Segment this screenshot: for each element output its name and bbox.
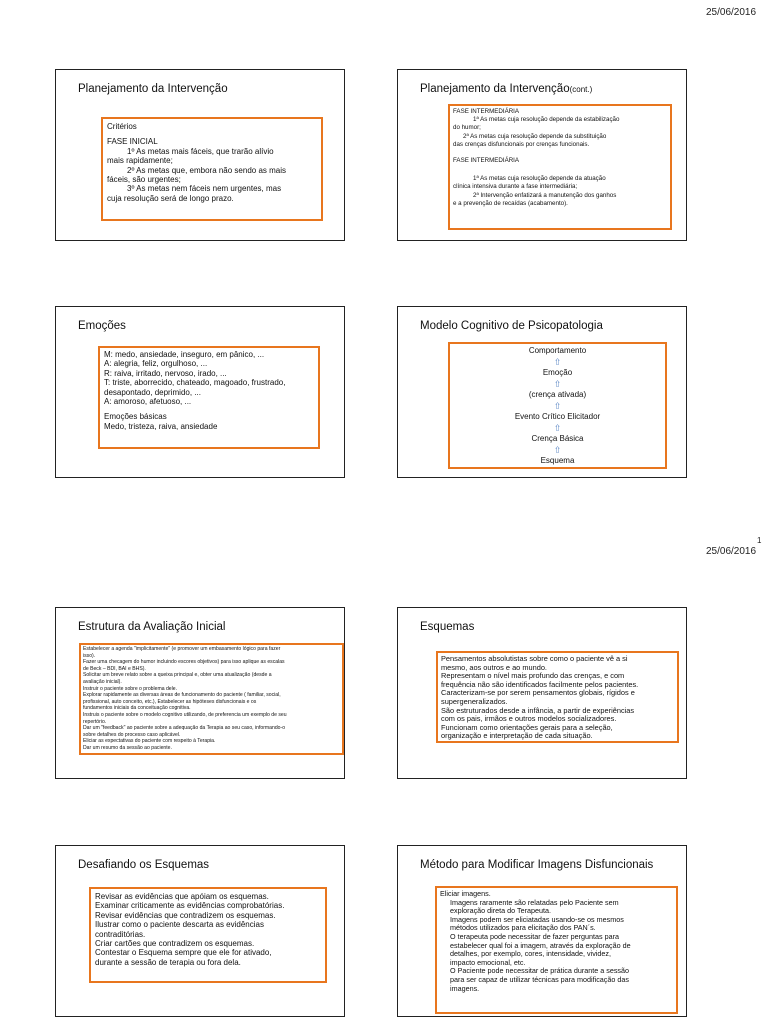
text-line: São estruturados desde a infância, a partir de experiências xyxy=(441,705,635,715)
flow-step-esquema: Esquema xyxy=(540,456,575,465)
text-line: fundamentos iniciais da conceituação cognitiva. xyxy=(83,705,191,712)
text-line: de Beck – BDI, BAI e BHS). xyxy=(83,665,146,672)
text-line: 1ª As metas cuja resolução depende da atuação xyxy=(473,175,606,183)
text-line: Examinar criticamente as evidências comprobatórias. xyxy=(95,901,285,911)
text-line: supergeneralizados. xyxy=(441,696,508,706)
up-arrow-icon: ⇧ xyxy=(553,401,562,411)
flow-diagram xyxy=(448,342,667,469)
text-line: Ilustrar como o paciente descarta as evidências xyxy=(95,920,264,930)
slide-desafiando-esquemas xyxy=(55,845,345,1017)
slide-modelo-cognitivo xyxy=(397,306,687,478)
text-line: mais rapidamente; xyxy=(107,156,173,166)
text-line: Eliciar imagens. xyxy=(440,889,491,898)
text-line: avaliação inicial). xyxy=(83,678,122,685)
text-line: Pensamentos absolutistas sobre como o paciente vê a si xyxy=(441,654,628,663)
text-line: Instruis o paciente sobre o modelo cognitivo utilizando, de preferencia um exemplo de seu xyxy=(83,711,287,718)
page-date: 25/06/2016 xyxy=(706,7,757,18)
text-line: profissional, auto conceito, etc.), Estabelecer as hipóteses disfuncionais e os xyxy=(83,698,257,705)
text-line: Revisar evidências que contradizem os esquemas. xyxy=(95,910,276,920)
text-line: FASE INICIAL xyxy=(107,137,158,147)
text-line: exploração direta do Terapeuta. xyxy=(450,906,551,916)
text-line: Dar um "feedback" ao paciente sobre a adequação da Terapia ao seu caso, informando-o xyxy=(83,725,286,732)
text-line: do humor; xyxy=(453,124,481,132)
slide-estrutura-avaliacao xyxy=(55,607,345,779)
text-line: frequência não são identificados facilmente pelos pacientes. xyxy=(441,679,639,689)
content-box xyxy=(448,104,672,230)
text-line: Caracterizam-se por serem pensamentos globais, rígidos e xyxy=(441,688,635,698)
text-line: detalhes, por exemplo, cores, intensidade, vividez, xyxy=(450,949,612,959)
text-line: estabelecer qual foi a imagem, através da exploração de xyxy=(450,940,631,950)
text-line: Representam o nível mais profundo das crenças, e com xyxy=(441,671,625,681)
flow-step-comportamento: Comportamento xyxy=(528,346,587,355)
up-arrow-icon: ⇧ xyxy=(553,379,562,389)
text-line: Emoções básicas xyxy=(104,412,167,422)
text-line: para ser capaz de utilizar técnicas para modificação das xyxy=(450,974,629,984)
text-line: das crenças disfuncionais por crenças funcionais. xyxy=(453,140,590,148)
text-line: 2ª As metas cuja resolução depende da substituição xyxy=(463,132,607,140)
text-line: A: alegria, feliz, orgulhoso, ... xyxy=(104,359,208,369)
text-line: mesmo, aos outros e ao mundo. xyxy=(441,662,547,672)
flow-step-evento: Evento Crítico Elicitador xyxy=(514,412,601,421)
text-line xyxy=(453,149,667,157)
text-line: impacto emocional, etc. xyxy=(450,957,526,967)
slide-metodo-imagens xyxy=(397,845,687,1017)
slide-title: Emoções xyxy=(78,320,126,332)
text-line xyxy=(453,165,667,175)
flow-step-crenca-basica: Crença Básica xyxy=(531,434,584,443)
text-line: Critérios xyxy=(107,122,137,131)
up-arrow-icon: ⇧ xyxy=(553,445,562,455)
text-line: Medo, tristeza, raiva, ansiedade xyxy=(104,421,218,431)
content-box xyxy=(101,117,323,221)
flow-step-crenca-ativada: (crença ativada) xyxy=(528,390,587,399)
content-box xyxy=(89,887,327,983)
page-date: 25/06/2016 xyxy=(706,546,757,557)
text-line: com os pais, irmãos e outros modelos socializadores. xyxy=(441,714,617,724)
text-line: O Paciente pode necessitar de prática durante a sessão xyxy=(450,966,629,976)
text-line: 3º As metas nem fáceis nem urgentes, mas xyxy=(127,184,282,194)
text-line: organização e interpretação de cada situação. xyxy=(441,731,593,741)
page-number: 1 xyxy=(757,536,762,545)
up-arrow-icon: ⇧ xyxy=(553,357,562,367)
slide-title: Desafiando os Esquemas xyxy=(78,859,210,871)
text-line: Eliciar as expectativas do paciente com respeito à Terapia. xyxy=(83,738,216,745)
text-line: Fazer uma checagem do humor incluindo escores objetivos) para isso aplique as escalas xyxy=(83,659,285,666)
text-line: FASE INTERMEDIÁRIA xyxy=(453,108,520,115)
text-line: Criar cartões que contradizem os esquemas. xyxy=(95,939,255,949)
text-line: 1ª As metas cuja resolução depende da estabilização xyxy=(473,116,620,124)
text-line: Revisar as evidências que apóiam os esquemas. xyxy=(95,892,269,901)
text-line: e a prevenção de recaídas (acabamento). xyxy=(453,199,568,207)
slide-title xyxy=(420,83,592,95)
text-line: isso). xyxy=(83,652,96,659)
text-line: Contestar o Esquema sempre que ele for ativado, xyxy=(95,948,272,958)
flow-step-emocao: Emoção xyxy=(542,368,573,377)
text-line: 1º As metas mais fáceis, que trarão alívio xyxy=(127,146,274,156)
content-box xyxy=(435,886,678,1014)
slide-title: Planejamento da Intervenção xyxy=(78,83,228,95)
text-line: Instruir o paciente sobre o problema dele. xyxy=(83,685,178,692)
text-line: R: raiva, irritado, nervoso, irado, ... xyxy=(104,368,227,378)
text-line: 2º As metas que, embora não sendo as mais xyxy=(127,165,287,175)
text-line: A: amoroso, afetuoso, ... xyxy=(104,397,192,407)
text-line: Explorar rapidamente as diversas áreas de funcionamento do paciente ( familiar, social, xyxy=(83,692,281,699)
text-line: sobre detalhes do processo caso aplicável. xyxy=(83,731,181,738)
slide-esquemas xyxy=(397,607,687,779)
text-line: Imagens podem ser eliciatadas usando-se os mesmos xyxy=(450,914,624,924)
text-line: Solicitar um breve relato sobre a queixa principal e, obter uma atualização (desde a xyxy=(83,672,272,679)
text-line: M: medo, ansiedade, inseguro, em pânico, ... xyxy=(104,350,265,359)
content-box xyxy=(79,643,344,755)
text-line: Funcionam como orientações gerais para a seleção, xyxy=(441,722,613,732)
slide-title: Método para Modificar Imagens Disfuncionais xyxy=(420,859,654,871)
slide-planejamento-cont xyxy=(397,69,687,241)
text-line: O terapeuta pode necessitar de fazer perguntas para xyxy=(450,931,620,941)
slide-title-text: Planejamento da Intervenção xyxy=(420,83,570,95)
text-line: fáceis, são urgentes; xyxy=(107,175,181,185)
content-box xyxy=(98,346,320,449)
text-line: cuja resolução será de longo prazo. xyxy=(107,193,234,203)
text-line: T: triste, aborrecido, chateado, magoado, frustrado, xyxy=(104,378,286,388)
slide-planejamento xyxy=(55,69,345,241)
slide-title: Modelo Cognitivo de Psicopatologia xyxy=(420,320,603,332)
text-line: durante a sessão de terapia ou fora dela. xyxy=(95,957,241,967)
text-line: imagens. xyxy=(450,983,480,993)
text-line: contraditórias. xyxy=(95,929,146,939)
text-line: Estabelecer a agenda "implicitamente" (e promover um embasamento lógico para fazer xyxy=(83,646,281,652)
text-line: repertório. xyxy=(83,718,107,725)
text-line: desapontado, deprimido, ... xyxy=(104,387,201,397)
up-arrow-icon: ⇧ xyxy=(553,423,562,433)
text-line: métodos utilizados para elicitação dos PAN´s. xyxy=(450,923,596,933)
text-line: Dar um resumo da sessão ao paciente. xyxy=(83,744,172,751)
slide-emocoes xyxy=(55,306,345,478)
slide-title-suffix: (cont.) xyxy=(569,85,593,94)
content-box xyxy=(436,651,679,743)
slide-title: Esquemas xyxy=(420,621,475,633)
slide-title: Estrutura da Avaliação Inicial xyxy=(78,621,226,633)
text-line: FASE INTERMEDIÁRIA xyxy=(453,157,520,165)
text-line: clínica intensiva durante a fase intermediária; xyxy=(453,183,578,191)
text-line: Imagens raramente são relatadas pelo Paciente sem xyxy=(450,897,619,907)
text-line: 2ª Intervenção enfatizará a manutenção dos ganhos xyxy=(473,191,617,199)
